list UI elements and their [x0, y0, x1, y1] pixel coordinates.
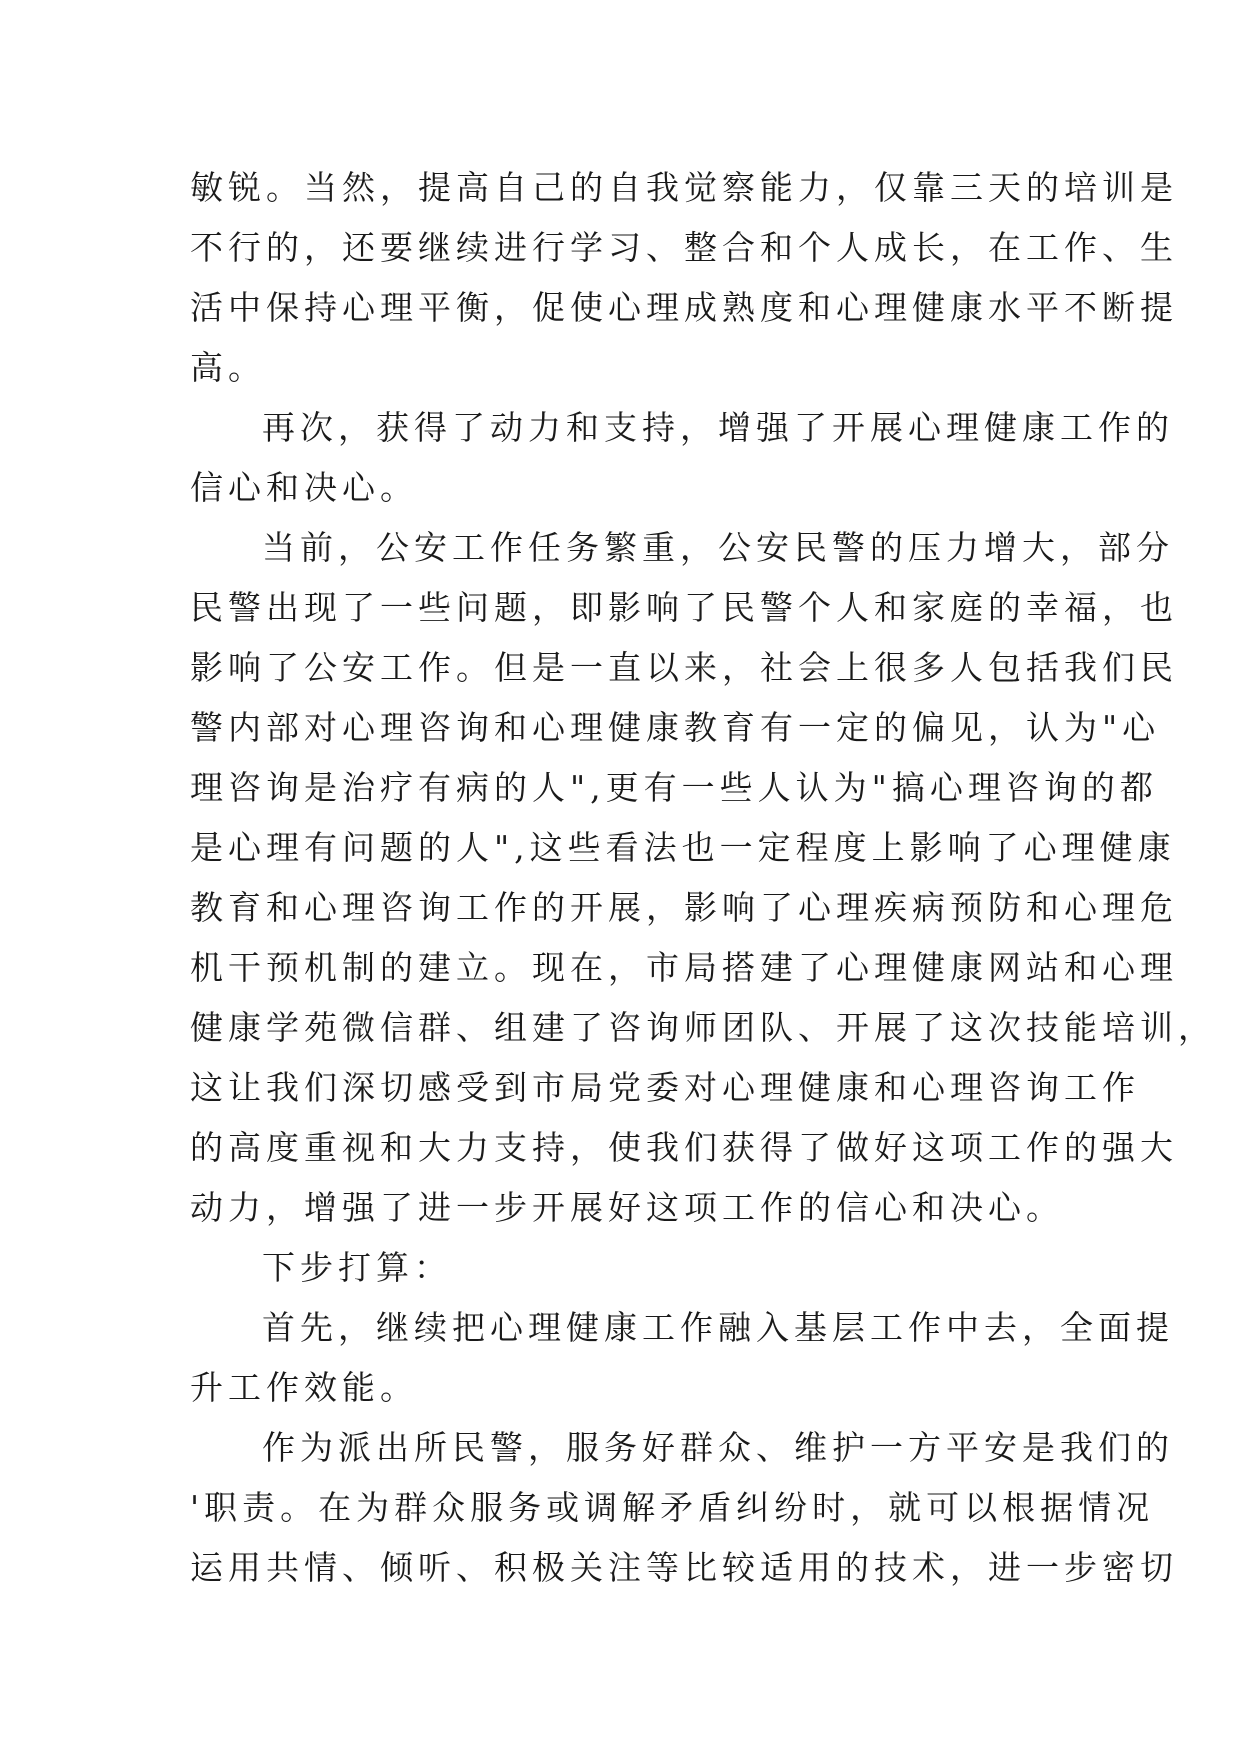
- text-line: 这让我们深切感受到市局党委对心理健康和心理咨询工作: [190, 1068, 1140, 1107]
- text-line: 影响了公安工作。但是一直以来，社会上很多人包括我们民: [190, 648, 1178, 687]
- paragraph-start-line: 当前，公安工作任务繁重，公安民警的压力增大，部分: [262, 528, 1174, 567]
- text-line: 警内部对心理咨询和心理健康教育有一定的偏见，认为"心: [190, 708, 1161, 747]
- text-line: 机干预机制的建立。现在，市局搭建了心理健康网站和心理: [190, 948, 1178, 987]
- text-line: 运用共情、倾听、积极关注等比较适用的技术，进一步密切: [190, 1548, 1178, 1587]
- text-line: 信心和决心。: [190, 468, 418, 507]
- paragraph-start-line: 首先，继续把心理健康工作融入基层工作中去，全面提: [262, 1308, 1174, 1347]
- text-line: 健康学苑微信群、组建了咨询师团队、开展了这次技能培训，: [190, 1008, 1216, 1047]
- text-line: 教育和心理咨询工作的开展，影响了心理疾病预防和心理危: [190, 888, 1178, 927]
- paragraph-start-line: 再次，获得了动力和支持，增强了开展心理健康工作的: [262, 408, 1174, 447]
- text-line: 敏锐。当然，提高自己的自我觉察能力，仅靠三天的培训是: [190, 168, 1178, 207]
- text-line: 活中保持心理平衡，促使心理成熟度和心理健康水平不断提: [190, 288, 1178, 327]
- section-heading-line: 下步打算：: [262, 1248, 452, 1287]
- text-line: 不行的，还要继续进行学习、整合和个人成长，在工作、生: [190, 228, 1178, 267]
- paragraph-start-line: 作为派出所民警，服务好群众、维护一方平安是我们的: [262, 1428, 1174, 1467]
- body-text: [190, 158, 1216, 1598]
- text-line: 民警出现了一些问题，即影响了民警个人和家庭的幸福，也: [190, 588, 1178, 627]
- text-line: 的高度重视和大力支持，使我们获得了做好这项工作的强大: [190, 1128, 1178, 1167]
- text-line: 高。: [190, 348, 266, 387]
- text-line: 是心理有问题的人",这些看法也一定程度上影响了心理健康: [190, 828, 1176, 867]
- text-line: 动力，增强了进一步开展好这项工作的信心和决心。: [190, 1188, 1064, 1227]
- text-line: '职责。在为群众服务或调解矛盾纠纷时，就可以根据情况: [190, 1488, 1155, 1527]
- text-line: 升工作效能。: [190, 1368, 418, 1407]
- text-line: 理咨询是治疗有病的人",更有一些人认为"搞心理咨询的都: [190, 768, 1158, 807]
